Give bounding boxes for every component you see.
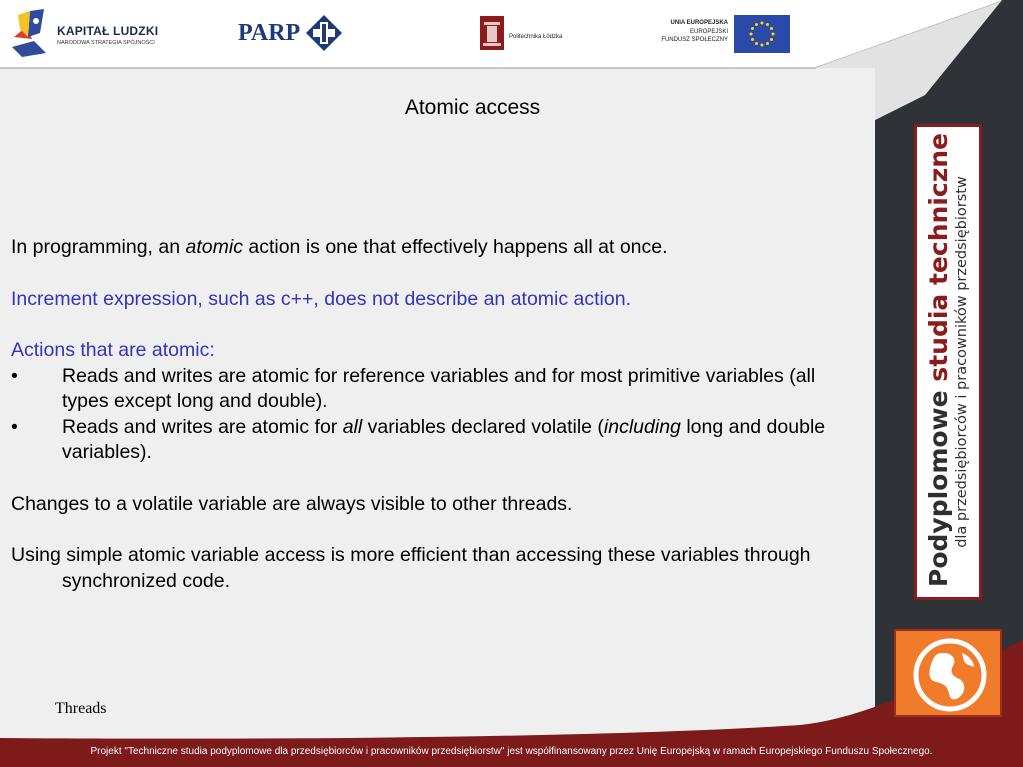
p1-before: In programming, an xyxy=(11,236,186,258)
bullet-item-volatile-variables xyxy=(11,415,861,466)
bullet2-emph1: all xyxy=(342,415,363,438)
actions-heading: Actions that are atomic: xyxy=(11,339,215,361)
eu-line2: EUROPEJSKI xyxy=(689,28,728,35)
eu-line3: FUNDUSZ SPOŁECZNY xyxy=(661,37,728,43)
bullet2-middle: variables declared volatile ( xyxy=(362,415,604,438)
paragraph-efficiency: Using simple atomic variable access is more efficient than accessing these variables through synchronized code. xyxy=(11,544,811,592)
eu-line1: UNIA EUROPEJSKA xyxy=(670,20,728,26)
globe-icon xyxy=(908,635,992,715)
slide-body xyxy=(11,235,861,594)
paragraph-volatile-visibility: Changes to a volatile variable are always visible to other threads. xyxy=(11,492,573,515)
paragraph-increment-expression: Increment expression, such as c++, does not describe an atomic action. xyxy=(11,287,632,310)
globe-box xyxy=(894,629,1002,717)
eu-logo-text xyxy=(640,19,728,45)
p1-after: action is one that effectively happens all at once. xyxy=(242,236,668,258)
bullet-dot: • xyxy=(11,415,18,438)
bullet-item-reference-variables xyxy=(11,364,861,415)
banner-line2: dla przedsiębiorców i pracowników przedsiębiorstw xyxy=(954,176,970,548)
paragraph-atomic-definition xyxy=(11,235,861,261)
bullet-dot: • xyxy=(11,364,18,387)
vertical-banner xyxy=(914,124,982,600)
bullet2-before: Reads and writes are atomic for xyxy=(62,415,343,438)
footer-label: Threads xyxy=(55,700,107,717)
slide-title: Atomic access xyxy=(404,96,541,119)
kapital-ludzki-logo-icon xyxy=(10,7,50,59)
eu-flag-icon xyxy=(734,15,790,53)
bullet2-after: long and double variables). xyxy=(62,415,826,463)
bullet1-text: Reads and writes are atomic for reference variables and for most primitive variables (all types except long and double). xyxy=(62,364,816,412)
banner-line1-part1: Podyplomowe xyxy=(924,381,953,587)
kapital-ludzki-logo-text xyxy=(57,24,158,46)
bottom-bar-text: Projekt "Techniczne studia podyplomowe dla przedsiębiorców i pracowników przedsiębiorstw" jest współfinansowany przez Unię Europejską w ramach Europejskiego Funduszu Społecznego. xyxy=(90,746,933,757)
banner-line1-part2: studia techniczne xyxy=(924,133,953,382)
parp-logo-icon xyxy=(305,14,343,52)
kapital-ludzki-title: KAPITAŁ LUDZKI xyxy=(57,24,159,38)
politechnika-lodzka-emblem-icon xyxy=(480,16,504,50)
politechnika-lodzka-label: Politechnika Łódzka xyxy=(509,34,563,40)
banner-line1 xyxy=(924,133,953,587)
bullet2-emph2: including xyxy=(603,415,681,438)
parp-logo-text: PARP xyxy=(238,20,301,46)
p1-emphasis: atomic xyxy=(185,236,243,258)
kapital-ludzki-subtitle: NARODOWA STRATEGIA SPÓJNOŚCI xyxy=(57,40,155,46)
